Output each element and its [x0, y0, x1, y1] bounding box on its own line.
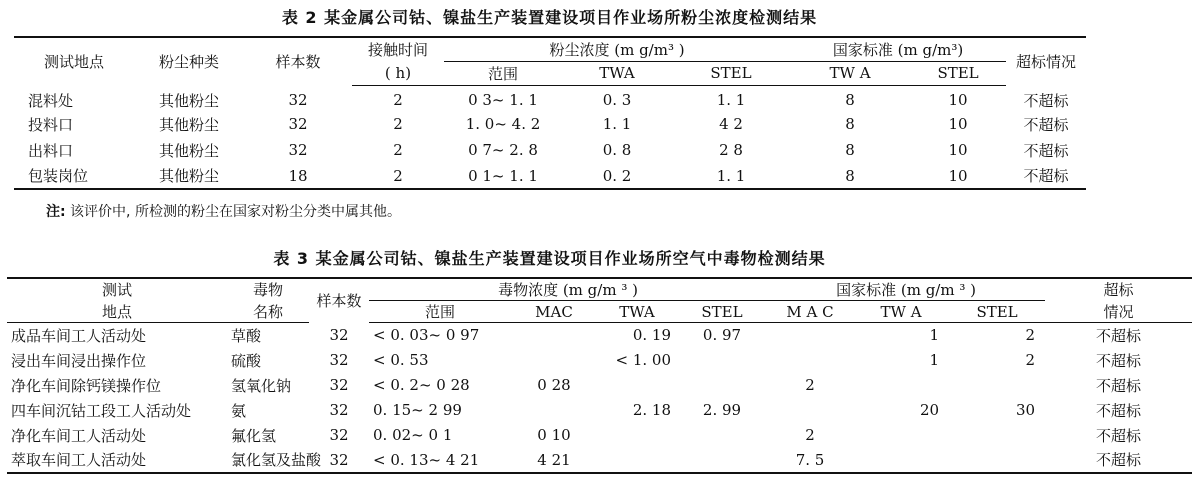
header-samples: 样本数 [316, 292, 362, 311]
cell-std-twa: 8 [845, 91, 855, 110]
header-exceed-1: 超标 [1103, 281, 1134, 300]
cell-location: 包装岗位 [28, 167, 89, 185]
cell-exposure-time: 2 [393, 166, 403, 185]
header-mac: MAC [511, 301, 597, 323]
table2-title: 表 2 某金属公司钴、镍盐生产装置建设项目作业场所粉尘浓度检测结果 [281, 8, 818, 27]
header-range: 范围 [369, 301, 511, 323]
cell-mac: 0 10 [537, 426, 571, 444]
cell-range: 0 3~ 1. 1 [468, 91, 538, 110]
cell-location: 净化车间除钙镁操作位 [11, 376, 162, 395]
cell-std-stel: 2 [1025, 351, 1036, 369]
table-row [14, 85, 1086, 111]
cell-std-twa: 1 [929, 326, 940, 345]
header-toxin-concentration: 毒物浓度 (m g/m ³ ) [369, 278, 767, 301]
cell-twa: 0. 8 [602, 141, 632, 159]
cell-toxin: 草酸 [231, 326, 262, 345]
cell-stel [677, 373, 767, 398]
cell-std-stel: 2 [1025, 326, 1036, 345]
header-samples: 样本数 [275, 53, 321, 71]
cell-exposure-time: 2 [393, 91, 403, 110]
cell-exceed: 不超标 [1096, 351, 1142, 370]
table-row [7, 448, 1192, 473]
cell-samples: 32 [288, 115, 308, 133]
cell-std-stel [949, 448, 1045, 473]
cell-twa [597, 423, 677, 448]
cell-location: 出料口 [28, 141, 74, 160]
header-dust-concentration: 粉尘浓度 (m g/m³ ) [444, 37, 790, 61]
cell-std-mac: 2 [805, 426, 815, 444]
cell-location: 浸出车间浸出操作位 [11, 351, 147, 370]
header-exceed-2: 情况 [1045, 301, 1192, 323]
cell-toxin: 硫酸 [231, 351, 262, 370]
header-toxin-2: 名称 [227, 301, 309, 323]
table-row [14, 137, 1086, 163]
cell-range: < 0. 53 [373, 351, 429, 369]
cell-std-stel: 30 [1015, 401, 1036, 419]
cell-toxin: 氢氧化钠 [231, 376, 292, 395]
cell-std-stel: 10 [948, 141, 968, 159]
cell-std-twa: 8 [845, 141, 855, 159]
cell-samples: 32 [329, 401, 349, 419]
cell-location: 四车间沉钴工段工人活动处 [11, 401, 192, 420]
cell-std-twa: 1 [929, 351, 940, 369]
cell-location: 成品车间工人活动处 [11, 326, 147, 345]
table-row [7, 348, 1192, 373]
header-twa: TWA [597, 301, 677, 323]
header-exposure-unit: ( h) [352, 61, 444, 85]
cell-mac: 0 28 [537, 376, 571, 394]
cell-twa [597, 373, 677, 398]
header-std-stel: STEL [910, 61, 1006, 85]
header-std-stel: STEL [949, 301, 1045, 323]
toxin-concentration-table [7, 277, 1192, 474]
table-row [7, 323, 1192, 348]
cell-dust-type: 其他粉尘 [158, 167, 219, 185]
cell-range: 0. 02~ 0 1 [373, 426, 453, 444]
header-range: 范围 [444, 61, 562, 85]
cell-range: < 0. 2~ 0 28 [373, 376, 470, 394]
cell-stel: 0. 97 [702, 326, 742, 345]
table-row [7, 373, 1192, 398]
cell-std-twa: 20 [919, 401, 940, 419]
cell-stel: 2 8 [719, 141, 743, 159]
header-national-standard: 国家标准 (m g/m³) [790, 37, 1006, 61]
cell-std-twa [853, 373, 949, 398]
cell-exceed: 不超标 [1096, 401, 1142, 420]
cell-toxin: 氟化氢 [231, 426, 277, 445]
cell-std-stel: 10 [948, 166, 968, 185]
cell-mac [511, 398, 597, 423]
cell-twa: 2. 18 [632, 401, 671, 419]
table-row [7, 398, 1192, 423]
cell-twa [597, 448, 677, 473]
table2-note [46, 201, 401, 221]
cell-std-twa [853, 448, 949, 473]
header-twa: TWA [562, 61, 672, 85]
header-std-mac: M A C [767, 301, 853, 323]
cell-samples: 32 [329, 351, 349, 369]
cell-std-stel: 10 [948, 115, 968, 133]
header-national-standard: 国家标准 (m g/m ³ ) [767, 278, 1045, 301]
cell-exceed: 不超标 [1023, 167, 1069, 185]
header-stel: STEL [677, 301, 767, 323]
table-row [7, 423, 1192, 448]
cell-location: 混料处 [28, 91, 74, 110]
cell-range: 0 1~ 1. 1 [468, 166, 538, 185]
header-location: 测试地点 [43, 53, 104, 71]
cell-samples: 32 [329, 426, 349, 444]
cell-std-mac [767, 398, 853, 423]
note-text: 该评价中, 所检测的粉尘在国家对粉尘分类中属其他。 [65, 204, 401, 220]
cell-std-mac [767, 323, 853, 348]
cell-twa: 0. 2 [602, 166, 632, 185]
cell-exposure-time: 2 [393, 115, 403, 133]
cell-std-twa: 8 [845, 166, 855, 185]
header-location-1: 测试 [101, 281, 132, 300]
cell-std-mac: 7. 5 [795, 450, 825, 469]
header-dust-type: 粉尘种类 [158, 53, 219, 71]
cell-stel [677, 423, 767, 448]
header-location-2: 地点 [7, 301, 227, 323]
cell-stel: 1. 1 [716, 166, 746, 185]
header-std-twa: TW A [853, 301, 949, 323]
cell-exceed: 不超标 [1096, 376, 1142, 395]
header-exposure-time: 接触时间 [367, 41, 428, 59]
cell-samples: 32 [288, 91, 308, 109]
cell-toxin: 氨 [231, 401, 247, 420]
cell-dust-type: 其他粉尘 [158, 141, 219, 160]
cell-twa: 1. 1 [602, 115, 632, 133]
cell-dust-type: 其他粉尘 [158, 115, 219, 134]
cell-samples: 32 [329, 326, 349, 344]
table-row [14, 111, 1086, 137]
cell-range: < 0. 03~ 0 97 [373, 326, 480, 345]
cell-twa: 0. 19 [632, 326, 671, 345]
header-toxin-1: 毒物 [252, 281, 283, 300]
cell-samples: 32 [288, 141, 308, 159]
cell-std-twa [853, 423, 949, 448]
cell-samples: 18 [288, 166, 308, 185]
cell-twa: 0. 3 [602, 91, 632, 110]
cell-location: 萃取车间工人活动处 [11, 451, 147, 469]
cell-mac [511, 348, 597, 373]
cell-range: 0. 15~ 2 99 [373, 401, 462, 419]
cell-std-stel [949, 373, 1045, 398]
cell-std-stel [949, 423, 1045, 448]
cell-location: 净化车间工人活动处 [11, 426, 147, 445]
cell-location: 投料口 [28, 115, 74, 134]
cell-exceed: 不超标 [1023, 91, 1069, 110]
cell-range: 1. 0~ 4. 2 [465, 115, 541, 133]
cell-std-mac [767, 348, 853, 373]
header-std-twa: TW A [790, 61, 910, 85]
cell-toxin: 氯化氢及盐酸 [231, 451, 322, 469]
cell-mac: 4 21 [537, 450, 571, 469]
cell-stel: 1. 1 [716, 91, 746, 110]
cell-twa: < 1. 00 [615, 351, 671, 369]
cell-std-mac: 2 [805, 376, 815, 394]
cell-exceed: 不超标 [1096, 451, 1142, 469]
header-stel: STEL [672, 61, 790, 85]
cell-stel [677, 348, 767, 373]
cell-samples: 32 [329, 376, 349, 394]
cell-std-stel: 10 [948, 91, 968, 110]
cell-exceed: 不超标 [1023, 141, 1069, 160]
cell-stel [677, 448, 767, 473]
table3-title: 表 3 某金属公司钴、镍盐生产装置建设项目作业场所空气中毒物检测结果 [273, 249, 826, 268]
note-label: 注: [46, 204, 66, 220]
cell-range: 0 7~ 2. 8 [468, 141, 538, 159]
dust-concentration-table [14, 36, 1086, 190]
cell-stel: 2. 99 [702, 401, 742, 419]
header-exceed: 超标情况 [1016, 53, 1077, 71]
cell-std-twa: 8 [845, 115, 855, 133]
cell-dust-type: 其他粉尘 [158, 91, 219, 110]
table-row [14, 163, 1086, 189]
cell-mac [511, 323, 597, 348]
cell-exposure-time: 2 [393, 141, 403, 159]
cell-samples: 32 [329, 450, 349, 469]
cell-range: < 0. 13~ 4 21 [373, 450, 480, 469]
cell-stel: 4 2 [719, 115, 743, 133]
cell-exceed: 不超标 [1096, 426, 1142, 445]
cell-exceed: 不超标 [1023, 115, 1069, 134]
cell-exceed: 不超标 [1096, 326, 1142, 345]
